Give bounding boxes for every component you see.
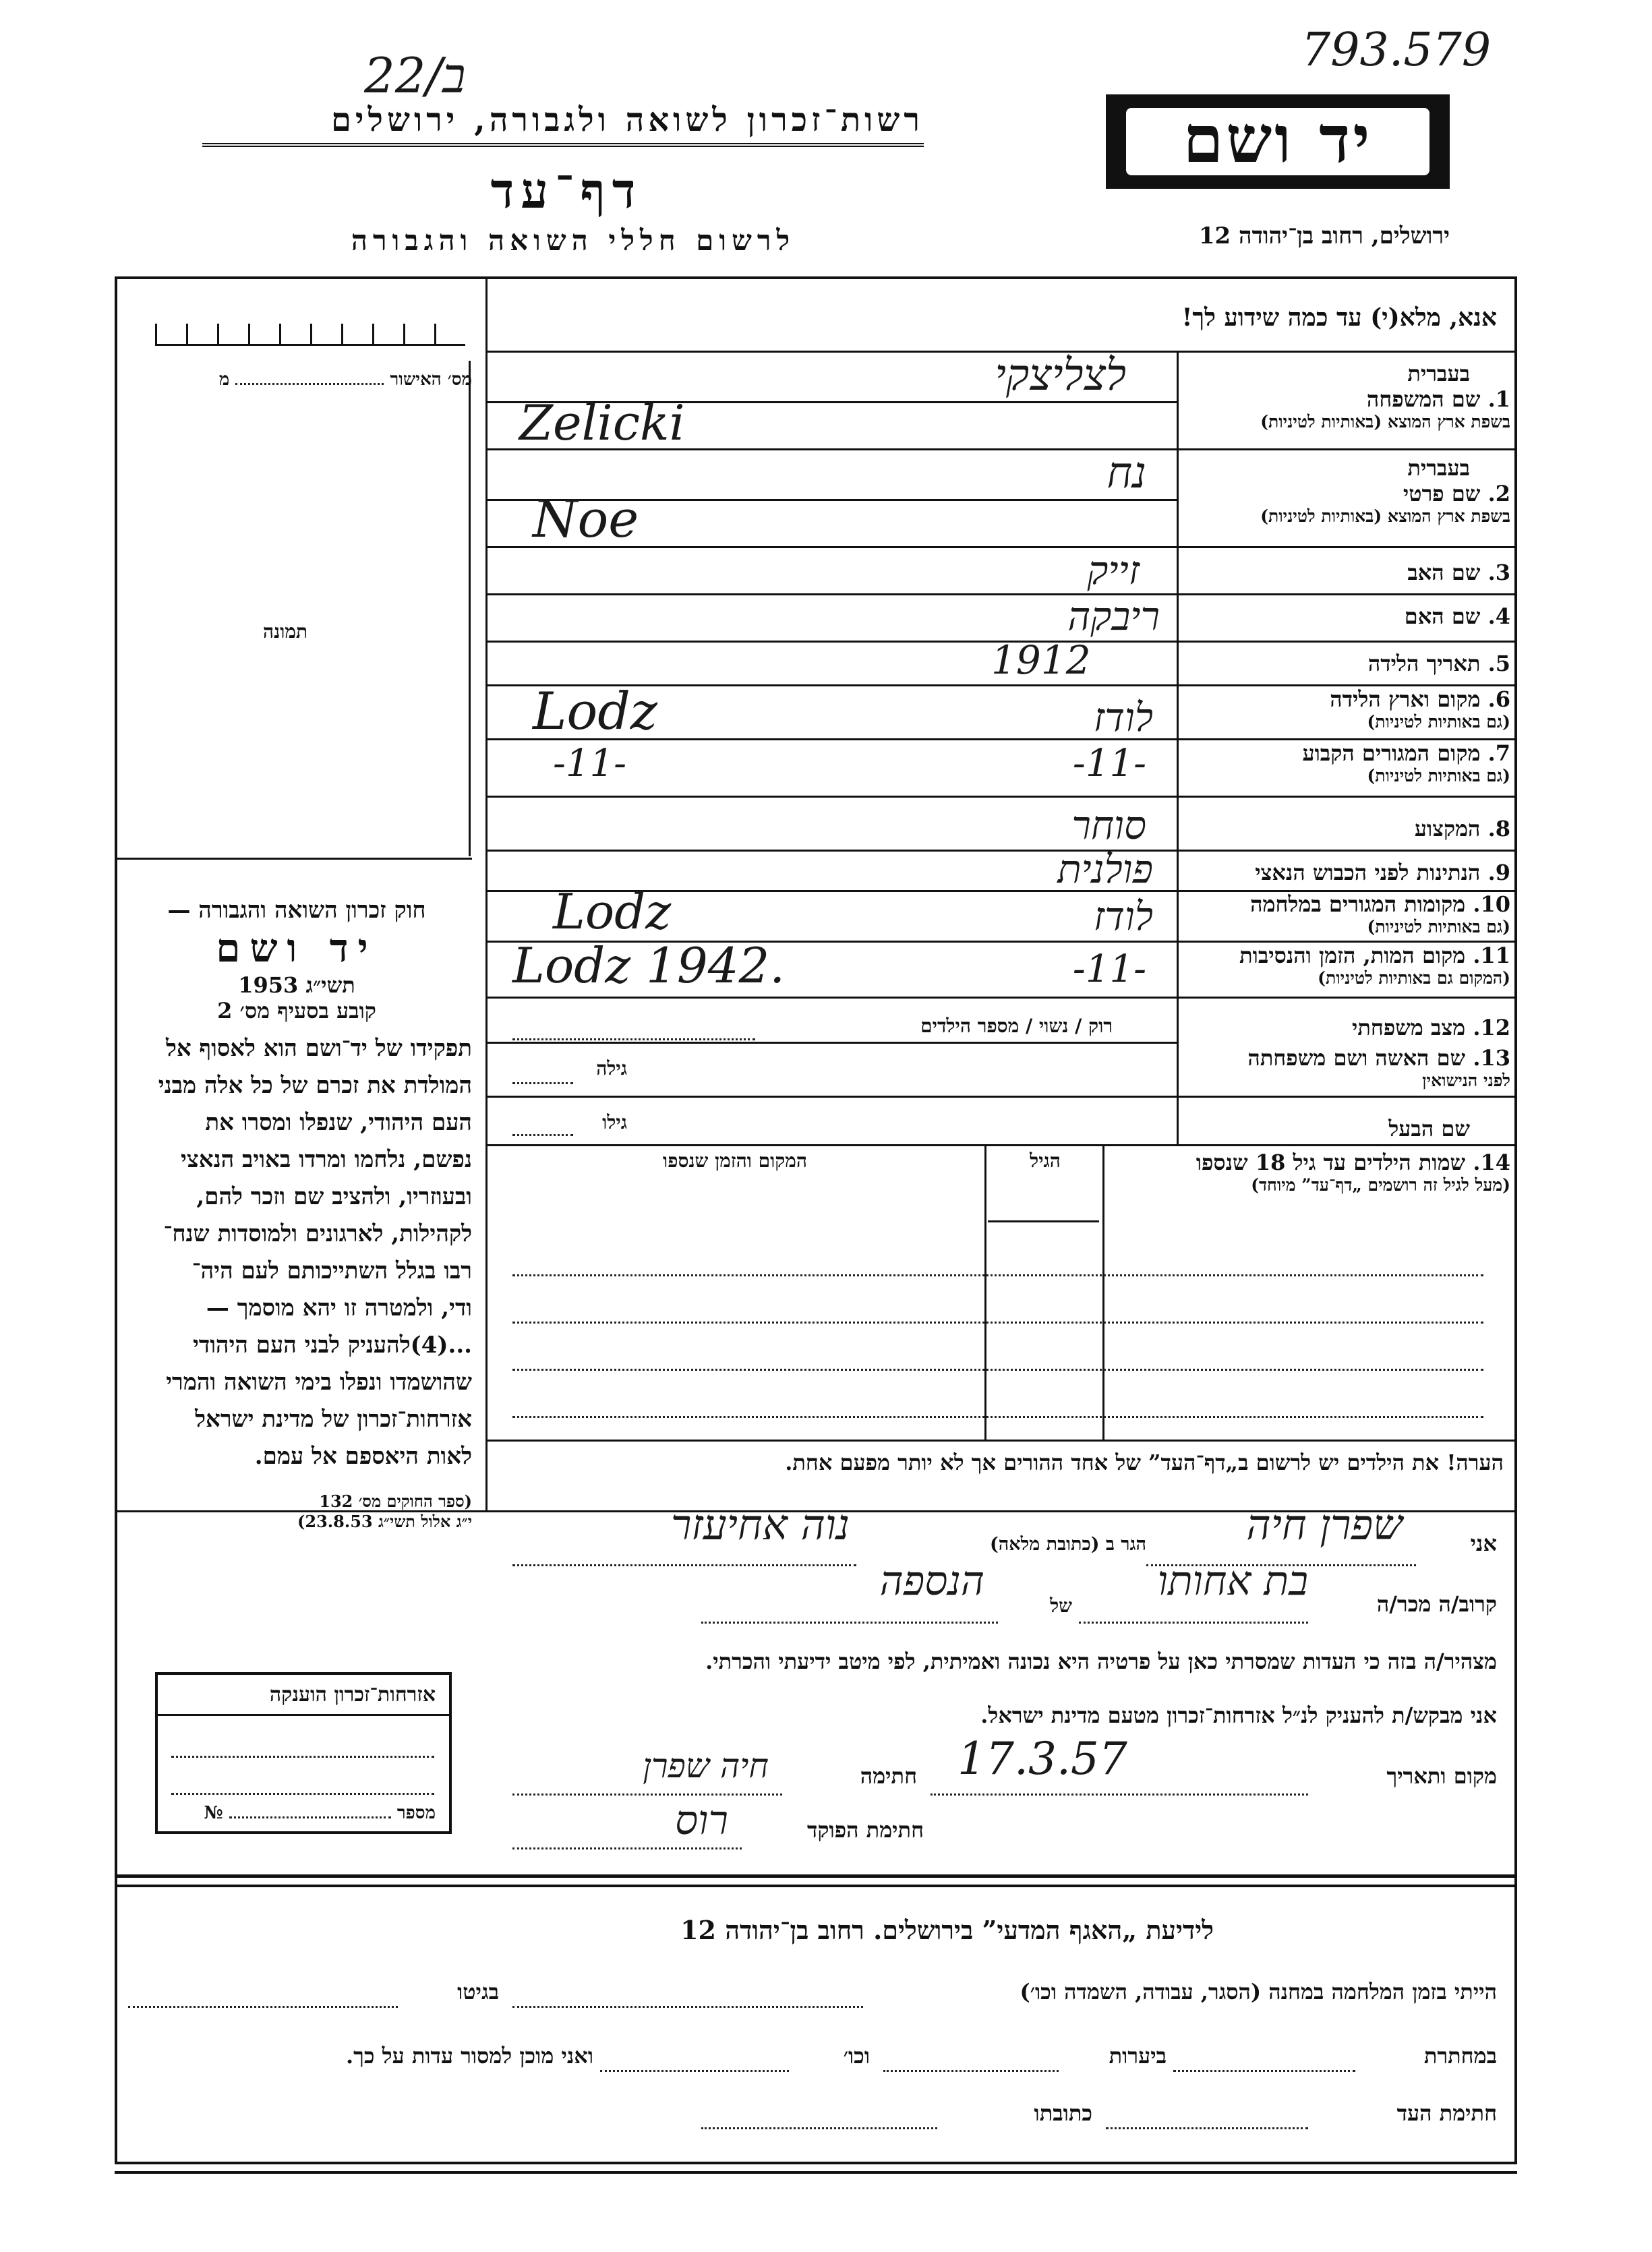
field-marital-status: 12. מצב משפחתי — [1352, 1015, 1510, 1040]
field-nationality: 9. הנתינות לפני הכבוש הנאצי — [1255, 860, 1510, 885]
citizenship-box: אזרחות־זכרון הוענקה מספר № — [155, 1672, 452, 1834]
children-age-header: הגיל — [1030, 1150, 1061, 1172]
value-birthdate: 1912 — [991, 637, 1091, 683]
place-date-label: מקום ותאריך — [1386, 1763, 1497, 1789]
declaration-i: אני — [1470, 1531, 1497, 1556]
underground-label: במחתרת — [1423, 2043, 1497, 2069]
witness-name: שפרן חיה — [1246, 1500, 1403, 1549]
camp-line-label: הייתי בזמן המלחמה במחנה (הסגר, עבודה, השמדה וכו׳) — [1020, 1979, 1497, 2005]
ready-to-testify: ואני מוכן למסור עדות על כך. — [345, 2043, 593, 2069]
witness-signature: חיה שפרן — [643, 1746, 769, 1785]
folder-code: 22/ב — [364, 47, 466, 104]
witness-address-label: כתובתו — [1034, 2100, 1092, 2126]
field-wartime-residence: 10. מקומות המגורים במלחמה (גם באותיות לטיניות) — [1250, 891, 1510, 937]
relation-value: בת אחותו — [1157, 1558, 1308, 1605]
etc-label: וכו׳ — [843, 2043, 870, 2069]
value-firstname-latin: Noe — [533, 489, 639, 549]
field-firstname: בעברית 2. שם פרטי בשפת ארץ המוצא (באותיות לטיניות) — [1260, 455, 1510, 526]
field-profession: 8. המקצוע — [1414, 816, 1510, 841]
officer-signature-label: חתימת הפוקד — [807, 1817, 924, 1843]
children-note: הערה! את הילדים יש לרשום ב„דף־העד” של אחד ההורים אך לא יותר מפעם אחת. — [785, 1450, 1504, 1475]
witness-signature-label: חתימת העד — [1396, 2100, 1497, 2126]
officer-signature: רוס — [675, 1797, 728, 1844]
value-nationality: פולנית — [1057, 846, 1153, 892]
field-father: 3. שם האב — [1407, 560, 1510, 585]
signature-label: חתימה — [860, 1763, 917, 1789]
citizenship-request: אני מבקש/ת להעניק לנ״ל אזרחות־זכרון מטעם מדינת ישראל. — [980, 1702, 1497, 1728]
husband-age-label: גילו — [602, 1111, 627, 1133]
receipt-number-label: מס׳ האישור מ — [218, 369, 472, 390]
reference-number: 793.579 — [1301, 24, 1492, 77]
address-line: ירושלים, רחוב בן־יהודה 12 — [1198, 223, 1450, 249]
declaration-date: 17.3.57 — [957, 1733, 1127, 1785]
value-surname-hebrew: לצליצקי — [995, 351, 1126, 401]
wife-age-label: גילה — [596, 1057, 627, 1079]
marital-status-options: רוק / נשוי / מספר הילדים — [920, 1015, 1113, 1037]
yad-vashem-logo: יד ושם — [1106, 94, 1450, 189]
field-birthplace: 6. מקום וארץ הלידה (גם באותיות לטיניות) — [1330, 686, 1510, 732]
authority-name: רשות־זכרון לשואה ולגבורה, ירושלים — [202, 101, 924, 147]
field-surname: בעברית 1. שם המשפחה בשפת ארץ המוצא (באותיות לטיניות) — [1260, 361, 1510, 432]
field-birthdate: 5. תאריך הלידה — [1367, 651, 1510, 676]
field-mother: 4. שם האם — [1404, 603, 1510, 629]
of-value: הנספה — [879, 1558, 984, 1605]
receipt-boxes — [155, 317, 465, 346]
value-profession: סוחר — [1071, 802, 1146, 848]
law-text: חוק זכרון השואה והגבורה — יד ושם תשי״ג 1953 קובע בסעיף מס׳ 2 תפקידו של יד־ושם הוא לאסוף אל המולדת את זכרם של כל אלה מבני העם היהודי, שנפלו ומסרו את נפשם, נלחמו ומרדו באויב הנאצי ובעוזריו, ולהציב שם וזכר להם, לקהילות, לארגונים ולמוסדות שנח־ רבו בגלל השתייכותם לעם היה־ ודי, ולמטרה זו יהא מוסמך — ...(4)להעניק לבני העם היהודי שהושמדו ונפלו בימי השואה והמרי אזרחות־זכרון של מדינת ישראל לאות היאספם אל עמם. (ספר החוקים מס׳ 132 י״ג אלול תשי״ג 23.8.53) — [158, 897, 472, 1531]
ghetto-label: בגיטו — [457, 1979, 499, 2005]
witness-address: נוה אחיעזר — [670, 1500, 850, 1549]
value-surname-latin: Zelicki — [519, 394, 685, 451]
field-husband: שם הבעל — [1388, 1116, 1470, 1142]
instructions: אנא, מלא(י) עד כמה שידוע לך! — [1181, 303, 1497, 332]
of-label: של — [1050, 1595, 1072, 1617]
form-subtitle: לרשום חללי השואה והגבורה — [351, 224, 796, 257]
relation-label: קרוב/ה מכר/ה — [1376, 1591, 1497, 1617]
value-residence-hebrew: -11- — [1072, 742, 1146, 786]
value-birthplace-latin: Lodz — [533, 681, 657, 741]
value-wartime-latin: Lodz — [553, 883, 672, 940]
children-header: 14. שמות הילדים עד גיל 18 שנספו (מעל לגיל זה רושמים „דף־עד” מיוחד) — [1196, 1150, 1510, 1195]
value-residence-latin: -11- — [553, 742, 627, 786]
field-wife: 13. שם האשה ושם משפחתה לפני הנישואין — [1247, 1045, 1510, 1090]
children-place-header: המקום והזמן שנספו — [663, 1150, 807, 1172]
value-death-hebrew: -11- — [1072, 947, 1146, 991]
value-wartime-hebrew: לודז — [1093, 893, 1153, 939]
form-title: דף־עד — [490, 162, 643, 219]
value-death-latin: Lodz 1942. — [512, 937, 786, 994]
resident-label: הגר ב (כתובת מלאה) — [989, 1534, 1146, 1555]
field-residence: 7. מקום המגורים הקבוע (גם באותיות לטיניות) — [1302, 740, 1510, 786]
value-mother: ריבקה — [1067, 593, 1160, 639]
value-birthplace-hebrew: לודז — [1093, 694, 1153, 740]
field-death: 11. מקום המות, הזמן והנסיבות (המקום גם באותיות לטיניות) — [1239, 943, 1510, 988]
footer-notice: לידיעת „האגף המדעי” בירושלים. רחוב בן־יהודה 12 — [680, 1915, 1214, 1945]
forests-label: ביערות — [1109, 2043, 1167, 2069]
declaration-statement: מצהיר/ה בזה כי העדות שמסרתי כאן על פרטיה היא נכונה ואמיתית, לפי מיטב ידיעתי והכרתי. — [705, 1649, 1497, 1674]
value-father: זייק — [1087, 547, 1140, 593]
value-firstname-hebrew: נח — [1107, 448, 1146, 498]
photo-placeholder: תמונה — [263, 620, 308, 643]
